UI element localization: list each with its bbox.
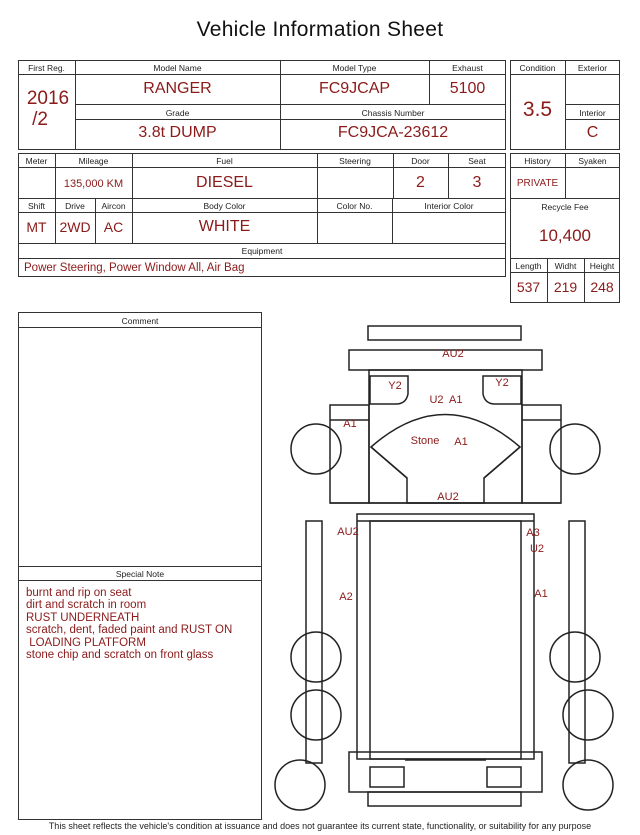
mark-windshield-a1: A1: [454, 436, 468, 448]
equipment-value: Power Steering, Power Window All, Air Bag: [24, 262, 245, 274]
mark-windshield-stone: Stone: [410, 435, 440, 447]
exhaust-label: Exhaust: [452, 63, 483, 73]
door-value: 2: [416, 174, 425, 191]
wheel-rear-right-3: [563, 760, 613, 810]
mark-bed-right-mid: A1: [534, 588, 548, 600]
equipment-label: Equipment: [241, 246, 283, 256]
fuel-value: DIESEL: [196, 174, 253, 191]
seat-value: 3: [472, 174, 482, 191]
special-note-item: scratch, dent, faded paint and RUST ON: [26, 624, 233, 637]
shift-label: Shift: [27, 201, 45, 211]
syaken-label: Syaken: [578, 156, 607, 166]
rear-step: [368, 792, 521, 806]
page-title: Vehicle Information Sheet: [196, 18, 444, 41]
front-grille: [368, 326, 521, 340]
chassis-number-value: FC9JCA-23612: [337, 124, 449, 141]
mark-mirror-left: Y2: [388, 380, 402, 392]
windshield: [371, 415, 520, 504]
chassis-number-label: Chassis Number: [361, 108, 425, 118]
length-label: Length: [515, 261, 542, 271]
height-label: Height: [589, 261, 615, 271]
side-rail-left: [306, 521, 322, 763]
length-value: 537: [516, 279, 541, 295]
first-reg-month: /2: [32, 109, 48, 130]
interior-value: C: [586, 124, 599, 141]
wheel-rear-left-3: [275, 760, 325, 810]
mark-bed-right-top-2: U2: [529, 543, 545, 555]
condition-label: Condition: [519, 63, 556, 73]
recycle-fee-label: Recycle Fee: [541, 202, 589, 212]
shift-value: MT: [26, 219, 47, 235]
seat-label: Seat: [468, 156, 486, 166]
recycle-fee-value: 10,400: [539, 226, 591, 245]
condition-value: 3.5: [522, 98, 553, 121]
history-value: PRIVATE: [516, 178, 559, 189]
wheel-rear-left-1: [291, 632, 341, 682]
aircon-label: Aircon: [101, 201, 126, 211]
grade-label: Grade: [165, 108, 190, 118]
special-note-item: RUST UNDERNEATH: [26, 611, 140, 624]
drive-value: 2WD: [59, 219, 91, 235]
meter-label: Meter: [25, 156, 48, 166]
special-note-label: Special Note: [115, 569, 165, 579]
drive-label: Drive: [65, 201, 85, 211]
wheel-rear-right-1: [550, 632, 600, 682]
mark-bed-left-top: AU2: [337, 526, 359, 538]
door-label: Door: [411, 156, 430, 166]
rear-bumper: [349, 752, 542, 792]
interior-color-label: Interior Color: [424, 201, 474, 211]
footer-disclaimer: This sheet reflects the vehicle's condition at issuance and does not guarantee its current state, functionality, or suitability for any purpose: [48, 821, 592, 831]
body-color-value: WHITE: [198, 218, 251, 235]
width-value: 219: [553, 279, 578, 295]
fuel-label: Fuel: [216, 156, 233, 166]
steering-label: Steering: [339, 156, 371, 166]
wheel-front-left: [291, 424, 341, 474]
mark-cab-rear: AU2: [437, 491, 459, 503]
history-label: History: [524, 156, 551, 166]
aircon-value: AC: [103, 219, 124, 235]
exterior-label: Exterior: [577, 63, 608, 73]
grade-value: 3.8t DUMP: [138, 124, 217, 141]
first-reg-label: First Reg.: [28, 63, 65, 73]
special-note-item: LOADING PLATFORM: [26, 636, 146, 649]
wheel-rear-right-2: [563, 690, 613, 740]
special-note-item: dirt and scratch in room: [26, 599, 147, 612]
mileage-value: 135,000 KM: [63, 178, 124, 190]
interior-label: Interior: [579, 108, 606, 118]
mark-bed-right-top: A3: [526, 527, 540, 539]
model-name-value: RANGER: [143, 80, 212, 97]
mark-mirror-right: Y2: [495, 377, 509, 389]
special-note-item: burnt and rip on seat: [26, 587, 132, 599]
height-value: 248: [590, 279, 614, 295]
mark-bed-left-mid: A2: [339, 591, 353, 603]
first-reg-year: 2016: [26, 88, 70, 109]
width-label: Widht: [554, 261, 577, 271]
wheel-front-right: [550, 424, 600, 474]
comment-label: Comment: [121, 316, 159, 326]
mileage-label: Mileage: [78, 156, 109, 166]
side-rail-right: [569, 521, 585, 763]
body-color-label: Body Color: [203, 201, 246, 211]
model-type-value: FC9JCAP: [318, 80, 391, 97]
special-note-item: stone chip and scratch on front glass: [26, 649, 214, 662]
cargo-bed: [357, 514, 534, 759]
color-no-label: Color No.: [336, 201, 373, 211]
mark-left-door: A1: [343, 418, 357, 430]
exhaust-value: 5100: [449, 80, 486, 97]
model-type-label: Model Type: [332, 63, 377, 73]
mark-front-bumper: AU2: [442, 348, 464, 360]
model-name-label: Model Name: [153, 63, 202, 73]
wheel-rear-left-2: [291, 690, 341, 740]
mark-roof: U2 A1: [429, 394, 463, 406]
